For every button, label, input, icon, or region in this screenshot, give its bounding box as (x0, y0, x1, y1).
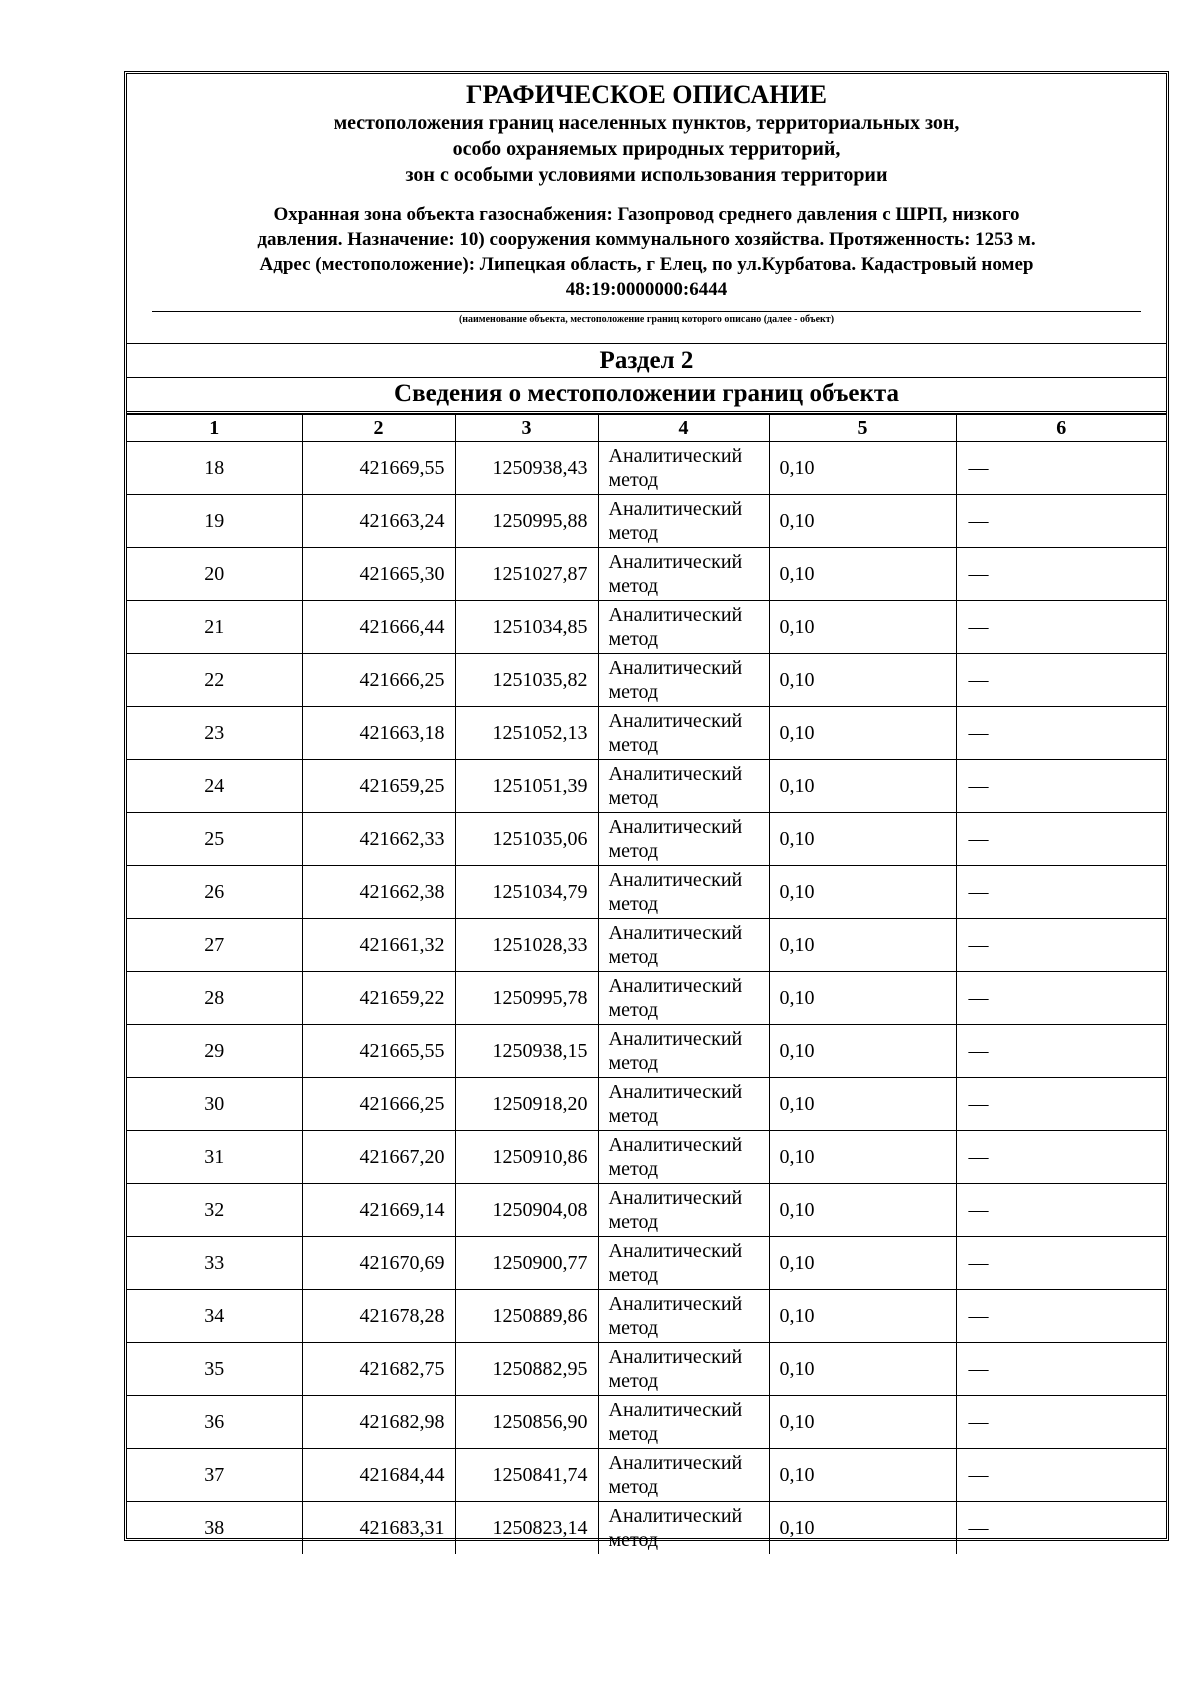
section-title: Раздел 2 (127, 344, 1166, 378)
note-cell: — (956, 1502, 1166, 1555)
point-number: 23 (127, 707, 302, 760)
object-line: давления. Назначение: 10) сооружения коммунального хозяйства. Протяженность: 1253 м. (257, 229, 1036, 250)
coordinate-y: 1250910,86 (455, 1131, 598, 1184)
column-header: 6 (956, 415, 1166, 442)
table-row (127, 707, 1166, 760)
point-number: 18 (127, 442, 302, 495)
point-number: 30 (127, 1078, 302, 1131)
accuracy-cell: 0,10 (769, 972, 956, 1025)
coordinate-x: 421665,55 (302, 1025, 455, 1078)
note-cell: — (956, 919, 1166, 972)
table-header-row (127, 415, 1166, 442)
coordinate-y: 1250823,14 (455, 1502, 598, 1555)
note-cell: — (956, 1184, 1166, 1237)
method-cell: Аналитический метод (598, 707, 769, 760)
coordinate-y: 1250995,88 (455, 495, 598, 548)
method-cell: Аналитический метод (598, 1396, 769, 1449)
point-number: 20 (127, 548, 302, 601)
subtitle-line: зон с особыми условиями использования территории (405, 164, 888, 186)
point-number: 27 (127, 919, 302, 972)
coordinate-y: 1251035,06 (455, 813, 598, 866)
method-cell: Аналитический метод (598, 1449, 769, 1502)
column-header: 4 (598, 415, 769, 442)
accuracy-cell: 0,10 (769, 813, 956, 866)
method-cell: Аналитический метод (598, 548, 769, 601)
note-cell: — (956, 1290, 1166, 1343)
table-row (127, 1343, 1166, 1396)
table-row (127, 442, 1166, 495)
subtitle-line: особо охраняемых природных территорий, (452, 138, 841, 160)
table-row (127, 866, 1166, 919)
accuracy-cell: 0,10 (769, 1396, 956, 1449)
coordinate-x: 421665,30 (302, 548, 455, 601)
coordinate-y: 1250918,20 (455, 1078, 598, 1131)
accuracy-cell: 0,10 (769, 548, 956, 601)
coordinate-y: 1251027,87 (455, 548, 598, 601)
note-cell: — (956, 972, 1166, 1025)
table-body (127, 442, 1166, 1555)
method-cell: Аналитический метод (598, 1343, 769, 1396)
coordinate-y: 1251034,79 (455, 866, 598, 919)
coordinate-y: 1251052,13 (455, 707, 598, 760)
method-cell: Аналитический метод (598, 919, 769, 972)
table-row (127, 1449, 1166, 1502)
point-number: 22 (127, 654, 302, 707)
object-caption: (наименование объекта, местоположение границ которого описано (далее - объект) (458, 314, 835, 325)
coordinates-table (127, 414, 1166, 1554)
accuracy-cell: 0,10 (769, 707, 956, 760)
method-cell: Аналитический метод (598, 495, 769, 548)
coordinate-y: 1250995,78 (455, 972, 598, 1025)
coordinate-x: 421661,32 (302, 919, 455, 972)
coordinate-y: 1250938,43 (455, 442, 598, 495)
coordinate-x: 421663,24 (302, 495, 455, 548)
column-header: 1 (127, 415, 302, 442)
point-number: 34 (127, 1290, 302, 1343)
table-row (127, 654, 1166, 707)
accuracy-cell: 0,10 (769, 1078, 956, 1131)
method-cell: Аналитический метод (598, 1078, 769, 1131)
object-line: Охранная зона объекта газоснабжения: Газопровод среднего давления с ШРП, низкого (273, 204, 1020, 225)
table-row (127, 1025, 1166, 1078)
note-cell: — (956, 1449, 1166, 1502)
method-cell: Аналитический метод (598, 1131, 769, 1184)
section-subtitle: Сведения о местоположении границ объекта (127, 378, 1166, 414)
accuracy-cell: 0,10 (769, 1184, 956, 1237)
point-number: 29 (127, 1025, 302, 1078)
accuracy-cell: 0,10 (769, 1343, 956, 1396)
accuracy-cell: 0,10 (769, 919, 956, 972)
table-row (127, 1290, 1166, 1343)
coordinate-y: 1251034,85 (455, 601, 598, 654)
column-header: 5 (769, 415, 956, 442)
document-header (127, 74, 1166, 344)
point-number: 26 (127, 866, 302, 919)
accuracy-cell: 0,10 (769, 601, 956, 654)
caption-rule (152, 311, 1141, 312)
coordinate-x: 421663,18 (302, 707, 455, 760)
coordinate-y: 1251051,39 (455, 760, 598, 813)
note-cell: — (956, 707, 1166, 760)
table-row (127, 1237, 1166, 1290)
point-number: 32 (127, 1184, 302, 1237)
coordinate-y: 1250938,15 (455, 1025, 598, 1078)
note-cell: — (956, 548, 1166, 601)
coordinate-y: 1250900,77 (455, 1237, 598, 1290)
point-number: 31 (127, 1131, 302, 1184)
note-cell: — (956, 442, 1166, 495)
method-cell: Аналитический метод (598, 654, 769, 707)
point-number: 33 (127, 1237, 302, 1290)
accuracy-cell: 0,10 (769, 1237, 956, 1290)
method-cell: Аналитический метод (598, 1502, 769, 1555)
note-cell: — (956, 495, 1166, 548)
note-cell: — (956, 813, 1166, 866)
coordinate-x: 421659,22 (302, 972, 455, 1025)
coordinate-x: 421670,69 (302, 1237, 455, 1290)
coordinate-x: 421669,14 (302, 1184, 455, 1237)
accuracy-cell: 0,10 (769, 1290, 956, 1343)
point-number: 24 (127, 760, 302, 813)
point-number: 21 (127, 601, 302, 654)
accuracy-cell: 0,10 (769, 866, 956, 919)
accuracy-cell: 0,10 (769, 495, 956, 548)
method-cell: Аналитический метод (598, 1290, 769, 1343)
point-number: 35 (127, 1343, 302, 1396)
object-description (127, 202, 1166, 302)
table-row (127, 601, 1166, 654)
coordinate-x: 421659,25 (302, 760, 455, 813)
note-cell: — (956, 1025, 1166, 1078)
coordinate-x: 421684,44 (302, 1449, 455, 1502)
table-row (127, 972, 1166, 1025)
accuracy-cell: 0,10 (769, 760, 956, 813)
table-row (127, 1184, 1166, 1237)
method-cell: Аналитический метод (598, 866, 769, 919)
coordinate-y: 1251035,82 (455, 654, 598, 707)
column-header: 3 (455, 415, 598, 442)
document-frame (124, 71, 1169, 1551)
coordinate-x: 421662,38 (302, 866, 455, 919)
point-number: 25 (127, 813, 302, 866)
subtitle-line: местоположения границ населенных пунктов, территориальных зон, (333, 112, 960, 134)
method-cell: Аналитический метод (598, 1237, 769, 1290)
note-cell: — (956, 1131, 1166, 1184)
note-cell: — (956, 1343, 1166, 1396)
table-row (127, 919, 1166, 972)
method-cell: Аналитический метод (598, 442, 769, 495)
note-cell: — (956, 601, 1166, 654)
table-row (127, 813, 1166, 866)
method-cell: Аналитический метод (598, 813, 769, 866)
method-cell: Аналитический метод (598, 972, 769, 1025)
table-row (127, 495, 1166, 548)
coordinate-y: 1250882,95 (455, 1343, 598, 1396)
point-number: 36 (127, 1396, 302, 1449)
object-line: Адрес (местоположение): Липецкая область, г Елец, по ул.Курбатова. Кадастровый номер (259, 254, 1034, 275)
method-cell: Аналитический метод (598, 601, 769, 654)
coordinate-y: 1251028,33 (455, 919, 598, 972)
coordinate-x: 421667,20 (302, 1131, 455, 1184)
coordinate-x: 421662,33 (302, 813, 455, 866)
coordinate-y: 1250904,08 (455, 1184, 598, 1237)
coordinate-y: 1250856,90 (455, 1396, 598, 1449)
coordinate-x: 421682,75 (302, 1343, 455, 1396)
method-cell: Аналитический метод (598, 1184, 769, 1237)
coordinate-x: 421669,55 (302, 442, 455, 495)
coordinate-x: 421683,31 (302, 1502, 455, 1555)
note-cell: — (956, 866, 1166, 919)
table-row (127, 1078, 1166, 1131)
note-cell: — (956, 1396, 1166, 1449)
table-row (127, 548, 1166, 601)
note-cell: — (956, 654, 1166, 707)
point-number: 28 (127, 972, 302, 1025)
accuracy-cell: 0,10 (769, 442, 956, 495)
method-cell: Аналитический метод (598, 1025, 769, 1078)
coordinate-y: 1250889,86 (455, 1290, 598, 1343)
accuracy-cell: 0,10 (769, 1025, 956, 1078)
table-row (127, 1131, 1166, 1184)
coordinate-y: 1250841,74 (455, 1449, 598, 1502)
point-number: 37 (127, 1449, 302, 1502)
document-title: ГРАФИЧЕСКОЕ ОПИСАНИЕ (466, 80, 827, 109)
note-cell: — (956, 1078, 1166, 1131)
accuracy-cell: 0,10 (769, 654, 956, 707)
point-number: 38 (127, 1502, 302, 1555)
table-row (127, 1502, 1166, 1555)
coordinate-x: 421666,25 (302, 654, 455, 707)
coordinate-x: 421666,25 (302, 1078, 455, 1131)
note-cell: — (956, 1237, 1166, 1290)
column-header: 2 (302, 415, 455, 442)
table-row (127, 1396, 1166, 1449)
coordinate-x: 421666,44 (302, 601, 455, 654)
accuracy-cell: 0,10 (769, 1502, 956, 1555)
coordinate-x: 421678,28 (302, 1290, 455, 1343)
object-line: 48:19:0000000:6444 (565, 279, 728, 300)
table-row (127, 760, 1166, 813)
accuracy-cell: 0,10 (769, 1449, 956, 1502)
accuracy-cell: 0,10 (769, 1131, 956, 1184)
coordinate-x: 421682,98 (302, 1396, 455, 1449)
point-number: 19 (127, 495, 302, 548)
method-cell: Аналитический метод (598, 760, 769, 813)
note-cell: — (956, 760, 1166, 813)
